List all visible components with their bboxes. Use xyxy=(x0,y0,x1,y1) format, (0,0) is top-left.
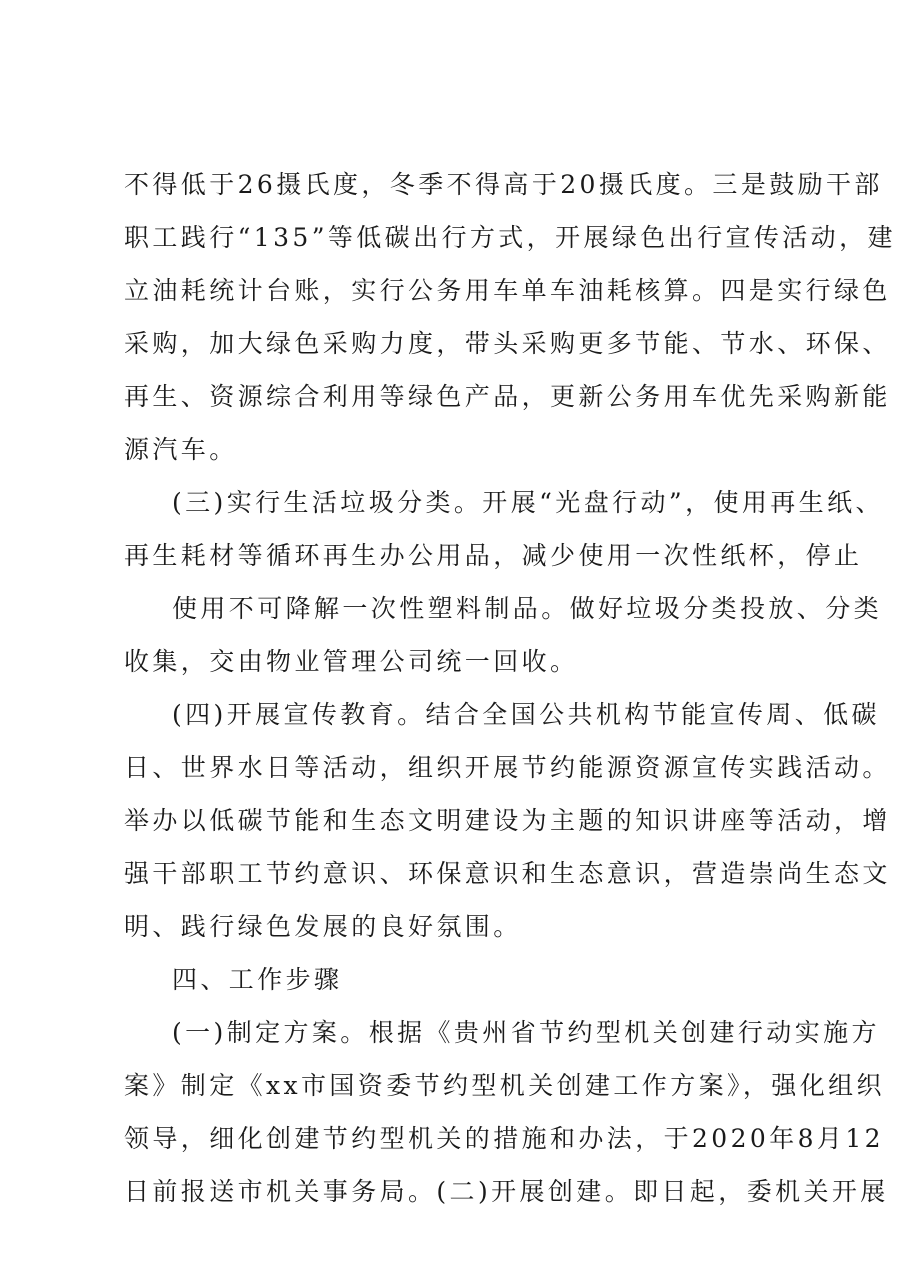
text-line: 职工践行“135”等低碳出行方式，开展绿色出行宣传活动，建 xyxy=(124,223,896,252)
paragraph-heading-line: (四)开展宣传教育。结合全国公共机构节能宣传周、低碳 xyxy=(172,700,880,729)
text-line: 日、世界水日等活动，组织开展节约能源资源宣传实践活动。 xyxy=(124,753,891,782)
text-line: 再生耗材等循环再生办公用品，减少使用一次性纸杯，停止 xyxy=(124,541,863,570)
text-line: 领导，细化创建节约型机关的措施和办法，于2020年8月12 xyxy=(124,1124,884,1153)
text-line: 源汽车。 xyxy=(124,435,238,464)
text-line: 明、践行绿色发展的良好氛围。 xyxy=(124,912,522,941)
paragraph-heading-line: (三)实行生活垃圾分类。开展“光盘行动”，使用再生纸、 xyxy=(172,488,884,517)
text-line: 收集，交由物业管理公司统一回收。 xyxy=(124,647,579,676)
text-line: 不得低于26摄氏度，冬季不得高于20摄氏度。三是鼓励干部 xyxy=(124,170,883,199)
paragraph-heading-line: (一)制定方案。根据《贵州省节约型机关创建行动实施方 xyxy=(172,1018,880,1047)
text-line: 日前报送市机关事务局。(二)开展创建。即日起，委机关开展 xyxy=(124,1177,889,1206)
text-line: 采购，加大绿色采购力度，带头采购更多节能、节水、环保、 xyxy=(124,329,891,358)
text-line: 案》制定《xx市国资委节约型机关创建工作方案》，强化组织 xyxy=(124,1071,885,1100)
text-line: 举办以低碳节能和生态文明建设为主题的知识讲座等活动，增 xyxy=(124,806,891,835)
text-line: 强干部职工节约意识、环保意识和生态意识，营造崇尚生态文 xyxy=(124,859,891,888)
section-heading: 四、工作步骤 xyxy=(172,965,343,994)
text-line: 再生、资源综合利用等绿色产品，更新公务用车优先采购新能 xyxy=(124,382,891,411)
text-line: 立油耗统计台账，实行公务用车单车油耗核算。四是实行绿色 xyxy=(124,276,891,305)
text-line: 使用不可降解一次性塑料制品。做好垃圾分类投放、分类 xyxy=(172,594,883,623)
